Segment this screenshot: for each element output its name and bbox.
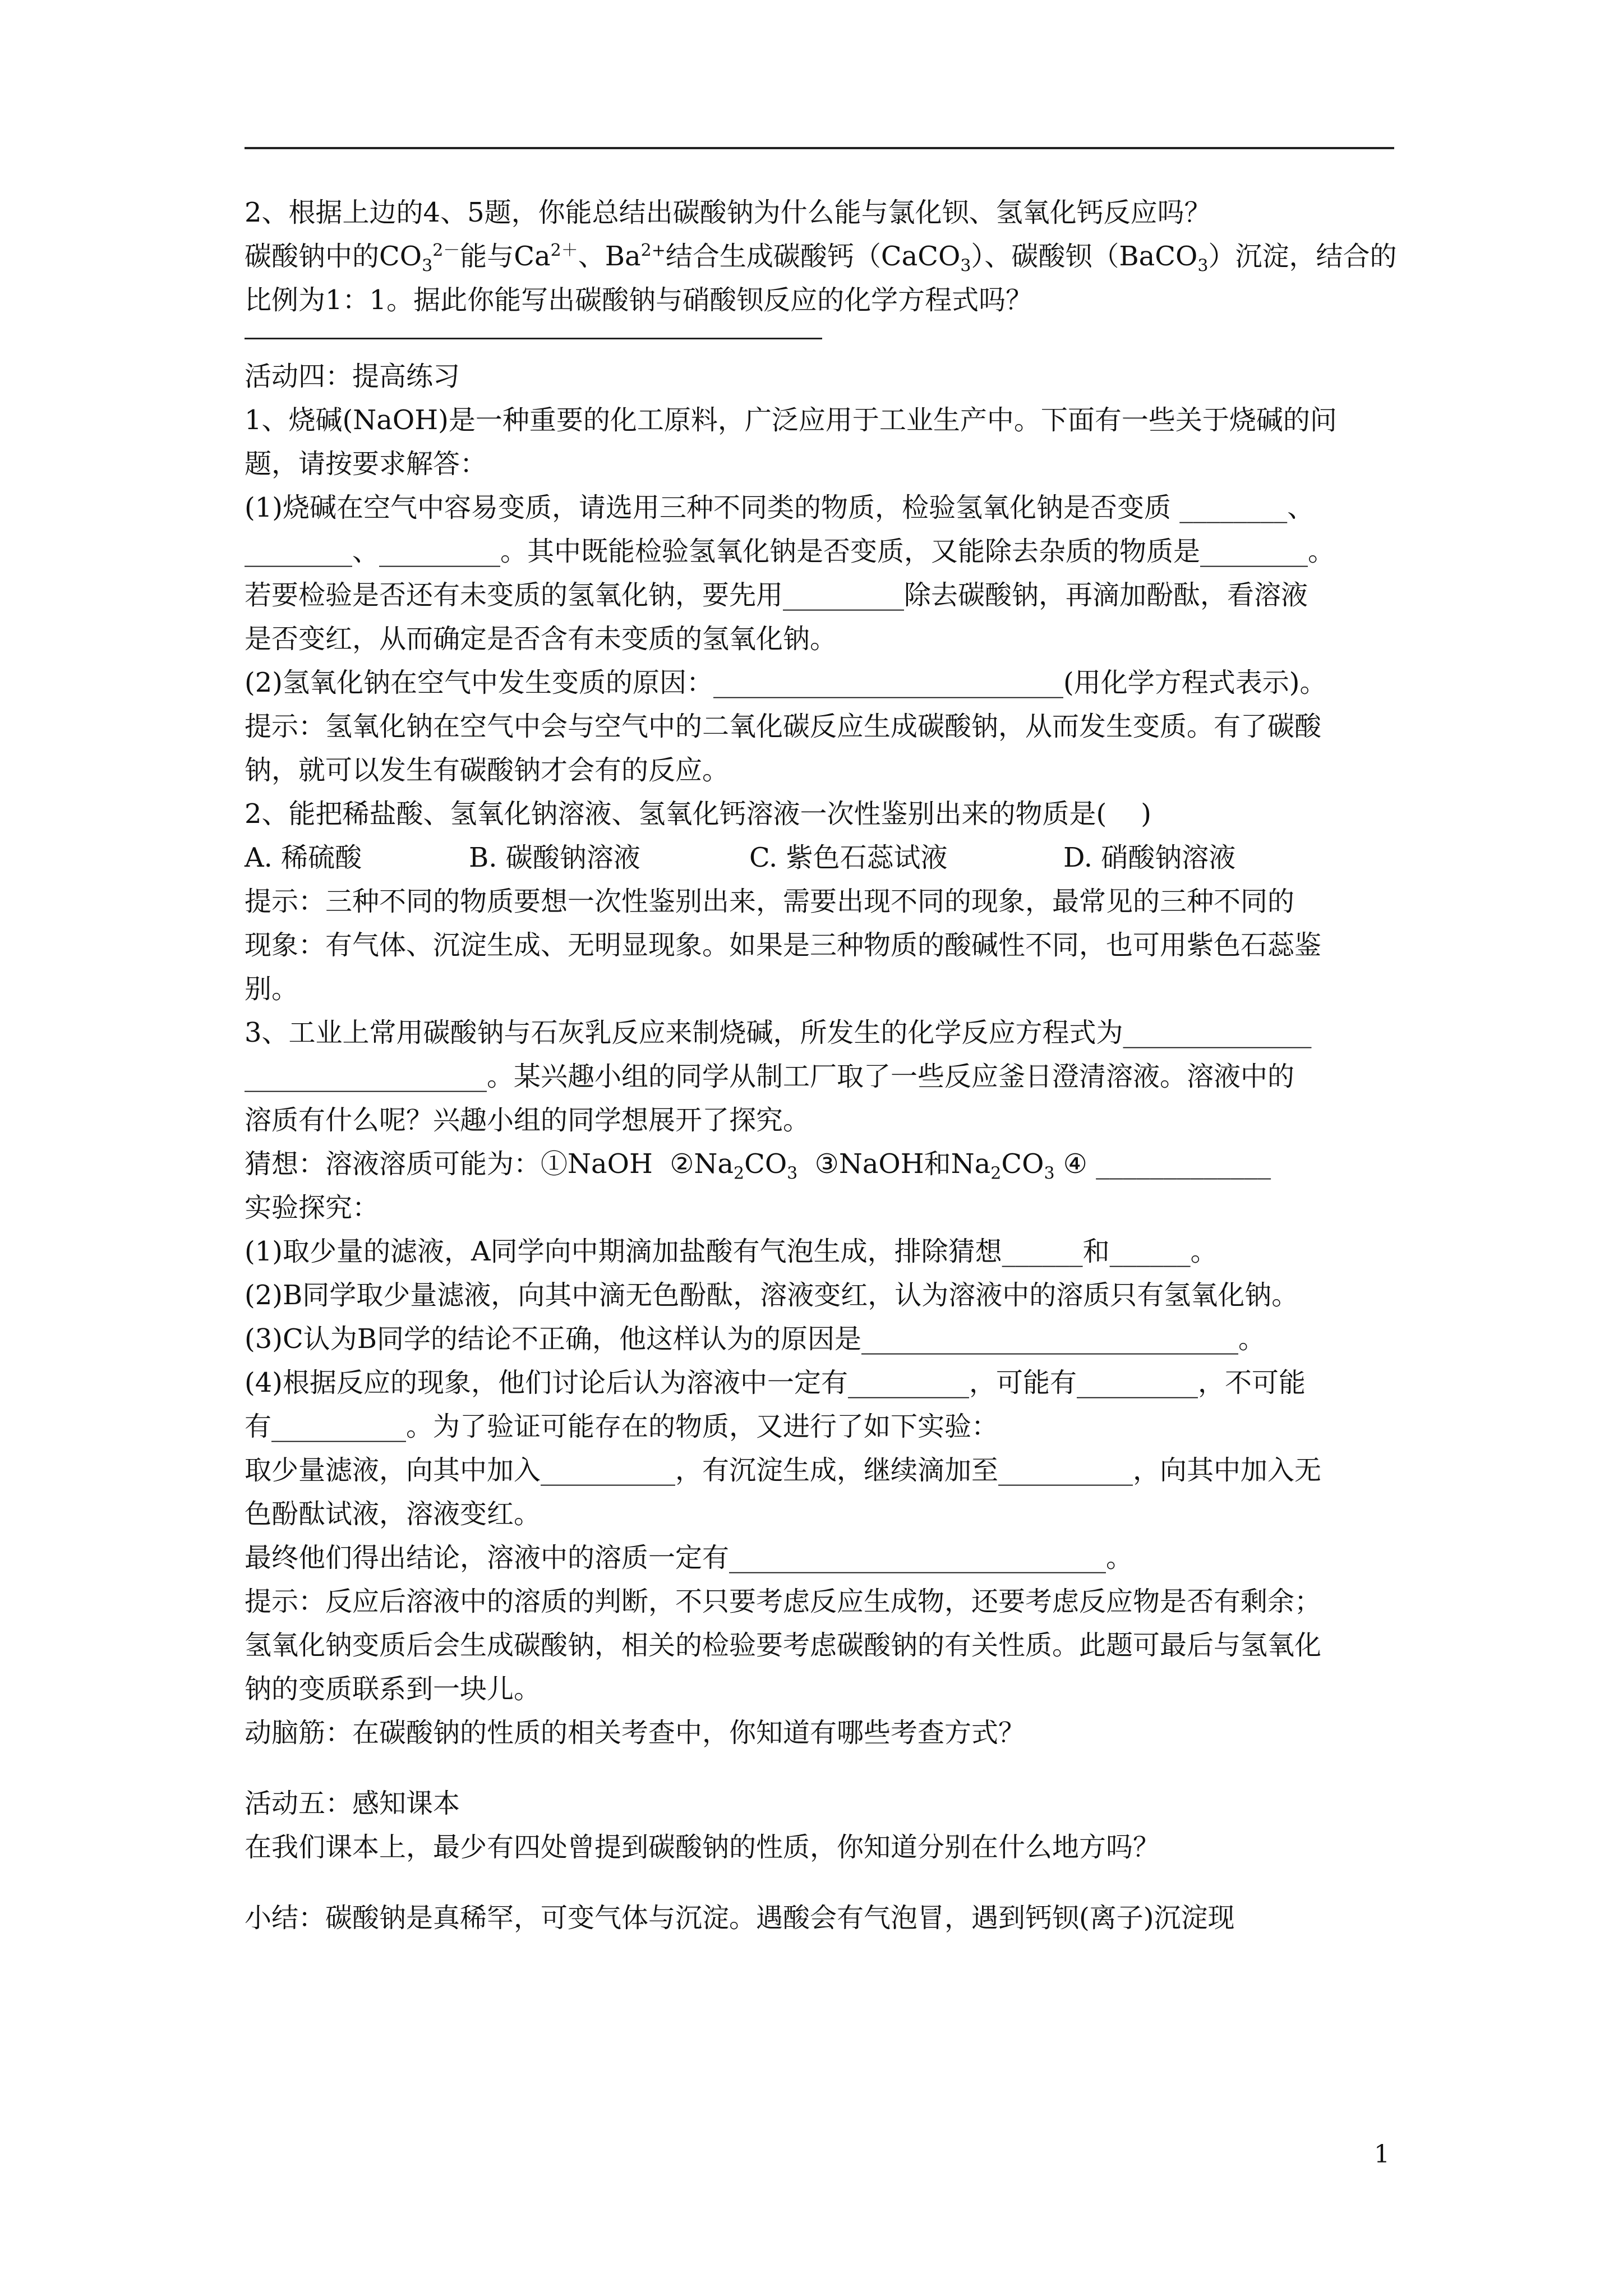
- choice-b: B. 碳酸钠溶液: [469, 842, 640, 873]
- p3-line-i: (4)根据反应的现象，他们讨论后认为溶液中一定有_________，可能有_________，不可能: [245, 1367, 1306, 1398]
- p2-hint-a: 提示：三种不同的物质要想一次性鉴别出来，需要出现不同的现象，最常见的三种不同的: [245, 886, 1295, 917]
- p1-line-d: ________、_________。其中既能检验氢氧化钠是否变质，又能除去杂质的物质是________。: [245, 536, 1335, 567]
- p1-line-a: 1、烧碱(NaOH)是一种重要的化工原料，广泛应用于工业生产中。下面有一些关于烧碱的问: [245, 404, 1337, 436]
- p3-line-e: 实验探究：: [245, 1192, 380, 1223]
- q2-title: 2、根据上边的4、5题，你能总结出碳酸钠为什么能与氯化钡、氢氧化钙反应吗？: [245, 197, 1211, 228]
- p3-line-h: (3)C认为B同学的结论不正确，他这样认为的原因是____________________________。: [245, 1323, 1265, 1355]
- activity-4-title: 活动四：提高练习: [245, 361, 460, 392]
- choice-c: C. 紫色石蕊试液: [749, 842, 948, 873]
- p3-guess: 猜想：溶液溶质可能为：①NaOH $②Na_2CO_3$ ③NaOH和$Na_2CO_3$ ④ _____________: [245, 1148, 1271, 1184]
- p1-line-f: 是否变红，从而确定是否含有未变质的氢氧化钠。: [245, 623, 837, 655]
- activity-5-question: 在我们课本上，最少有四处曾提到碳酸钠的性质，你知道分别在什么地方吗？: [245, 1832, 1160, 1863]
- p1-line-c: (1)烧碱在空气中容易变质，请选用三种不同类的物质，检验氢氧化钠是否变质 ________、: [245, 492, 1315, 523]
- p3-hint-c: 钠的变质联系到一块儿。: [245, 1673, 541, 1705]
- p3-line-k: 取少量滤液，向其中加入__________，有沉淀生成，继续滴加至__________，向其中加入无: [245, 1455, 1322, 1486]
- page-number: 1: [1374, 2140, 1390, 2169]
- choice-a: A. 稀硫酸: [245, 842, 362, 873]
- answer-line: [245, 322, 1394, 355]
- p1-line-g: (2)氢氧化钠在空气中发生变质的原因：__________________________(用化学方程式表示)。: [245, 667, 1327, 698]
- p2-question: 2、能把稀盐酸、氢氧化钠溶液、氢氧化钙溶液一次性鉴别出来的物质是( ): [245, 798, 1152, 830]
- choice-d: D. 硝酸钠溶液: [1063, 842, 1236, 873]
- p3-line-b: __________________。某兴趣小组的同学从制工厂取了一些反应釜日澄清溶液。溶液中的: [245, 1061, 1295, 1092]
- p1-line-b: 题，请按要求解答：: [245, 448, 487, 480]
- think-question: 动脑筋：在碳酸钠的性质的相关考查中，你知道有哪些考查方式？: [245, 1717, 1026, 1749]
- p2-choices: [245, 836, 1394, 880]
- header-rule: [245, 147, 1394, 149]
- summary: 小结：碳酸钠是真稀罕，可变气体与沉淀。遇酸会有气泡冒，遇到钙钡(离子)沉淀现: [245, 1902, 1235, 1934]
- p3-line-f: (1)取少量的滤液，A同学向中期滴加盐酸有气泡生成，排除猜想______和______。: [245, 1236, 1218, 1267]
- q2-text-line-1: 碳酸钠中的$CO_3^{2-}$能与$Ca^{2+}$、$Ba^{2+}$结合生成碳酸钙（CaCO$_3$）、碳酸钡（BaCO$_3$）沉淀，结合的: [245, 241, 1397, 276]
- p1-hint-b: 钠，就可以发生有碳酸钠才会有的反应。: [245, 754, 730, 786]
- p1-line-e: 若要检验是否还有未变质的氢氧化钠，要先用_________除去碳酸钠，再滴加酚酞，看溶液: [245, 579, 1308, 611]
- p3-line-a: 3、工业上常用碳酸钠与石灰乳反应来制烧碱，所发生的化学反应方程式为______________: [245, 1017, 1312, 1048]
- p3-line-m: 最终他们得出结论，溶液中的溶质一定有____________________________。: [245, 1542, 1133, 1573]
- p1-hint-a: 提示：氢氧化钠在空气中会与空气中的二氧化碳反应生成碳酸钠，从而发生变质。有了碳酸: [245, 711, 1322, 742]
- p3-line-c: 溶质有什么呢？兴趣小组的同学想展开了探究。: [245, 1105, 810, 1136]
- p2-hint-b: 现象：有气体、沉淀生成、无明显现象。如果是三种物质的酸碱性不同，也可用紫色石蕊鉴: [245, 930, 1322, 961]
- p3-hint-b: 氢氧化钠变质后会生成碳酸钠，相关的检验要考虑碳酸钠的有关性质。此题可最后与氢氧化: [245, 1630, 1322, 1661]
- p3-line-g: (2)B同学取少量滤液，向其中滴无色酚酞，溶液变红，认为溶液中的溶质只有氢氧化钠。: [245, 1280, 1299, 1311]
- document-body: [245, 191, 1397, 1940]
- p3-line-j: 有__________。为了验证可能存在的物质，又进行了如下实验：: [245, 1411, 999, 1442]
- activity-5-title: 活动五：感知课本: [245, 1788, 460, 1819]
- p3-line-l: 色酚酞试液，溶液变红。: [245, 1498, 541, 1530]
- p3-hint-a: 提示：反应后溶液中的溶质的判断，不只要考虑反应生成物，还要考虑反应物是否有剩余；: [245, 1586, 1322, 1617]
- p2-hint-c: 别。: [245, 973, 299, 1005]
- q2-text-line-2: 比例为1：1。据此你能写出碳酸钠与硝酸钡反应的化学方程式吗？: [245, 284, 1033, 316]
